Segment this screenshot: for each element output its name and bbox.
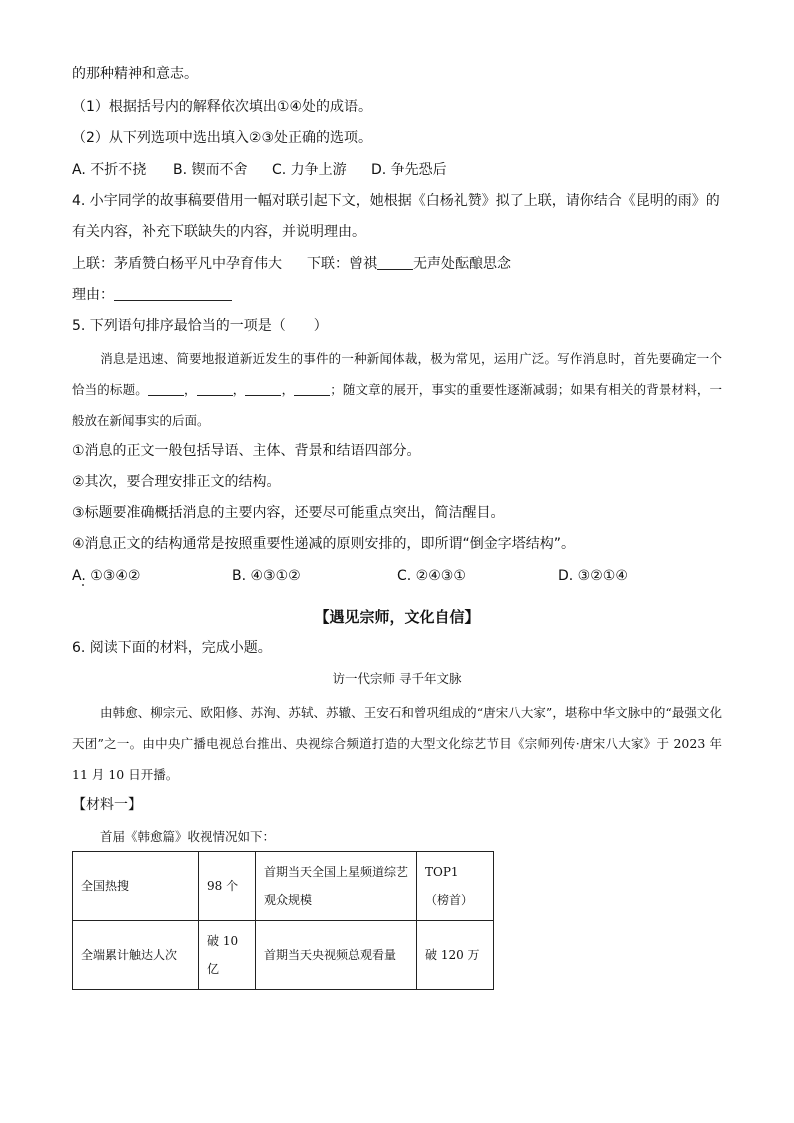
option-d: D. 争先恐后 [371,162,447,178]
table-cell: TOP1 （榜首） [417,852,494,921]
couplet-blank[interactable] [377,255,413,270]
passage-5 [72,343,722,436]
sentence-1: ①消息的正文一般包括导语、主体、背景和结语四部分。 [72,443,421,459]
couplet-lower [307,254,511,274]
sentence-4: ④消息正文的结构通常是按照重要性递减的原则安排的，即所谓“倒金字塔结构”。 [72,536,576,552]
option-a: A. 不折不挠 [72,162,147,178]
option-b: B. 锲而不舍 [173,162,248,178]
reason-label: 理由： [72,287,114,303]
option-c: C. 力争上游 [272,162,347,178]
ratings-table [72,851,494,990]
text-line: 的那种精神和意志。 [72,66,198,82]
reason-blank[interactable] [114,286,232,301]
table-cell: 破 120 万 [417,921,494,990]
sentence-2: ②其次，要合理安排正文的结构。 [72,474,281,490]
option-b: B. ④③①② [232,568,301,584]
blank-1[interactable] [148,381,184,396]
section-title: 【遇见宗师，文化自信】 [314,608,480,626]
question-4: 4. 小宇同学的故事稿要借用一幅对联引起下文，她根据《白杨礼赞》拟了上联，请你结合《昆明的雨》的 [72,193,720,209]
passage-5-text-1: 消息是迅速、简要地报道新近发生的事件的一种新闻体裁，极为常见，运用广泛。写作消息时，首先要确定一个恰当的标题。 [72,351,722,397]
comma: ， [183,382,197,397]
blank-4[interactable] [294,381,330,396]
passage-6-text: 由韩愈、柳宗元、欧阳修、苏洵、苏轼、苏辙、王安石和曾巩组成的“唐宋八大家”，堪称中华文脉中的“最强文化天团”之一。由中央广播电视总台推出、央视综合频道打造的大型文化综艺节目《宗师列传·唐宋八大家》于 2023 年 11 月 10 日开播。 [72,705,722,782]
blank-3[interactable] [245,381,281,396]
reason-line [72,285,232,305]
question-3-part-1: （1）根据括号内的解释依次填出①④处的成语。 [72,99,373,115]
couplet-lower-start: 下联：曾祺 [307,256,377,272]
option-c: C. ②④③① [397,568,466,584]
sentence-3: ③标题要准确概括消息的主要内容，还要尽可能重点突出，简洁醒目。 [72,505,505,521]
question-6: 6. 阅读下面的材料，完成小题。 [72,640,272,656]
question-3-part-2: （2）从下列选项中选出填入②③处正确的选项。 [72,130,373,146]
table-cell: 首期当天央视频总观看量 [256,921,417,990]
option-d: D. ③②①④ [558,568,628,584]
passage-6 [72,697,722,790]
article-title: 访一代宗师 寻千年文脉 [332,671,462,686]
table-cell: 破 10 亿 [199,921,256,990]
comma: ， [232,382,246,397]
blank-2[interactable] [197,381,233,396]
question-5: 5. 下列语句排序最恰当的一项是（ ） [72,318,328,334]
couplet-lower-end: 无声处酝酿思念 [413,256,511,272]
table-cell: 98 个 [199,852,256,921]
table-cell: 首期当天全国上星频道综艺观众规模 [256,852,417,921]
table-cell: 全国热搜 [73,852,199,921]
option-a: A. ①③④② [72,568,141,584]
table-intro: 首届《韩愈篇》收视情况如下： [100,829,276,844]
material-1-label: 【材料一】 [72,797,142,813]
table-row [73,852,494,921]
couplet-upper: 上联：茅盾赞白杨平凡中孕育伟大 [72,256,282,272]
comma: ， [281,382,295,397]
table-row [73,921,494,990]
question-4-cont: 有关内容，补充下联缺失的内容，并说明理由。 [72,224,366,240]
stray-dot [82,584,84,586]
table-cell: 全端累计触达人次 [73,921,199,990]
passage-5-text-2: ；随文章的展开，事实的重要性逐渐减弱；如果有相关的背景材料，一般放在新闻事实的后面。 [72,382,722,428]
